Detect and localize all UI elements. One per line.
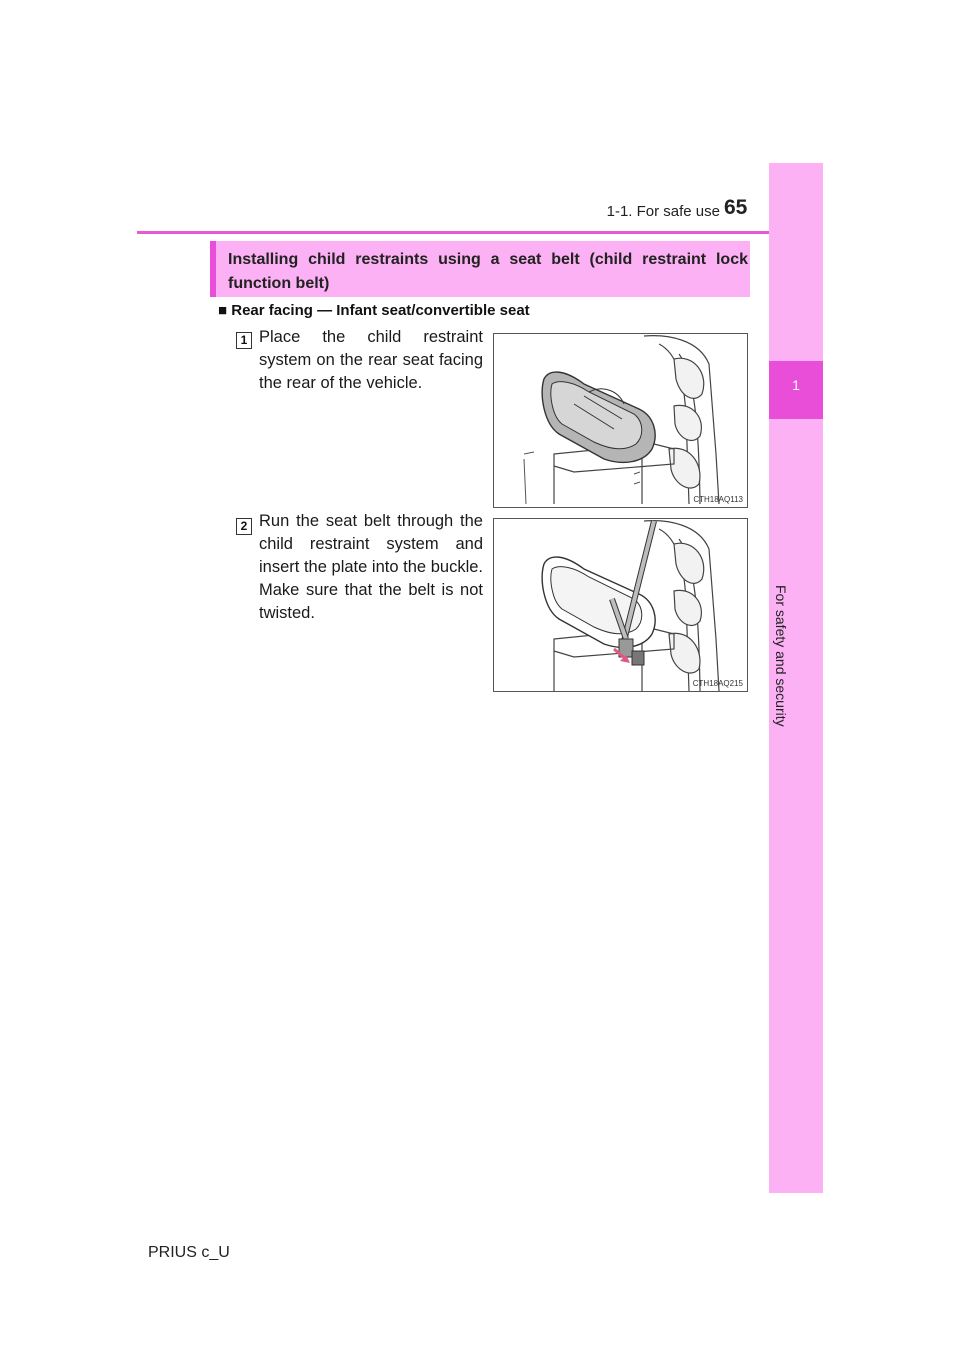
subheading-label: Rear facing — Infant seat/convertible seat: [231, 302, 530, 319]
child-seat-placement-illustration: [494, 334, 748, 508]
step-text-2: Run the seat belt through the child restraint system and insert the plate into the buckle. Make sure that the belt is not twisted.: [259, 512, 483, 622]
section-title: Installing child restraints using a seat belt (child restraint lock function belt): [228, 251, 748, 292]
step-number-1: 1: [236, 332, 252, 349]
chapter-number: 1: [792, 377, 800, 393]
footer-model: PRIUS c_U: [148, 1244, 230, 1261]
section-title-box: [210, 241, 750, 297]
figure-seat-belt-buckle: [493, 518, 748, 692]
figure-child-seat-placement: [493, 333, 748, 508]
figure-code-2: CTH18AQ215: [692, 679, 743, 688]
header-section-title: 1-1. For safe use: [606, 203, 720, 220]
chapter-title: For safety and security: [773, 585, 789, 727]
figure-code-1: CTH18AQ113: [693, 495, 743, 504]
header-rule: [137, 231, 822, 234]
subheading-bullet: ■: [218, 302, 228, 319]
step-number-2: 2: [236, 518, 252, 535]
page-number: 65: [724, 196, 748, 219]
subheading: [218, 302, 530, 319]
chapter-title-vertical: [773, 460, 807, 727]
seat-belt-buckle-illustration: [494, 519, 748, 692]
step-text-1: Place the child restraint system on the rear seat facing the rear of the vehicle.: [259, 328, 483, 392]
